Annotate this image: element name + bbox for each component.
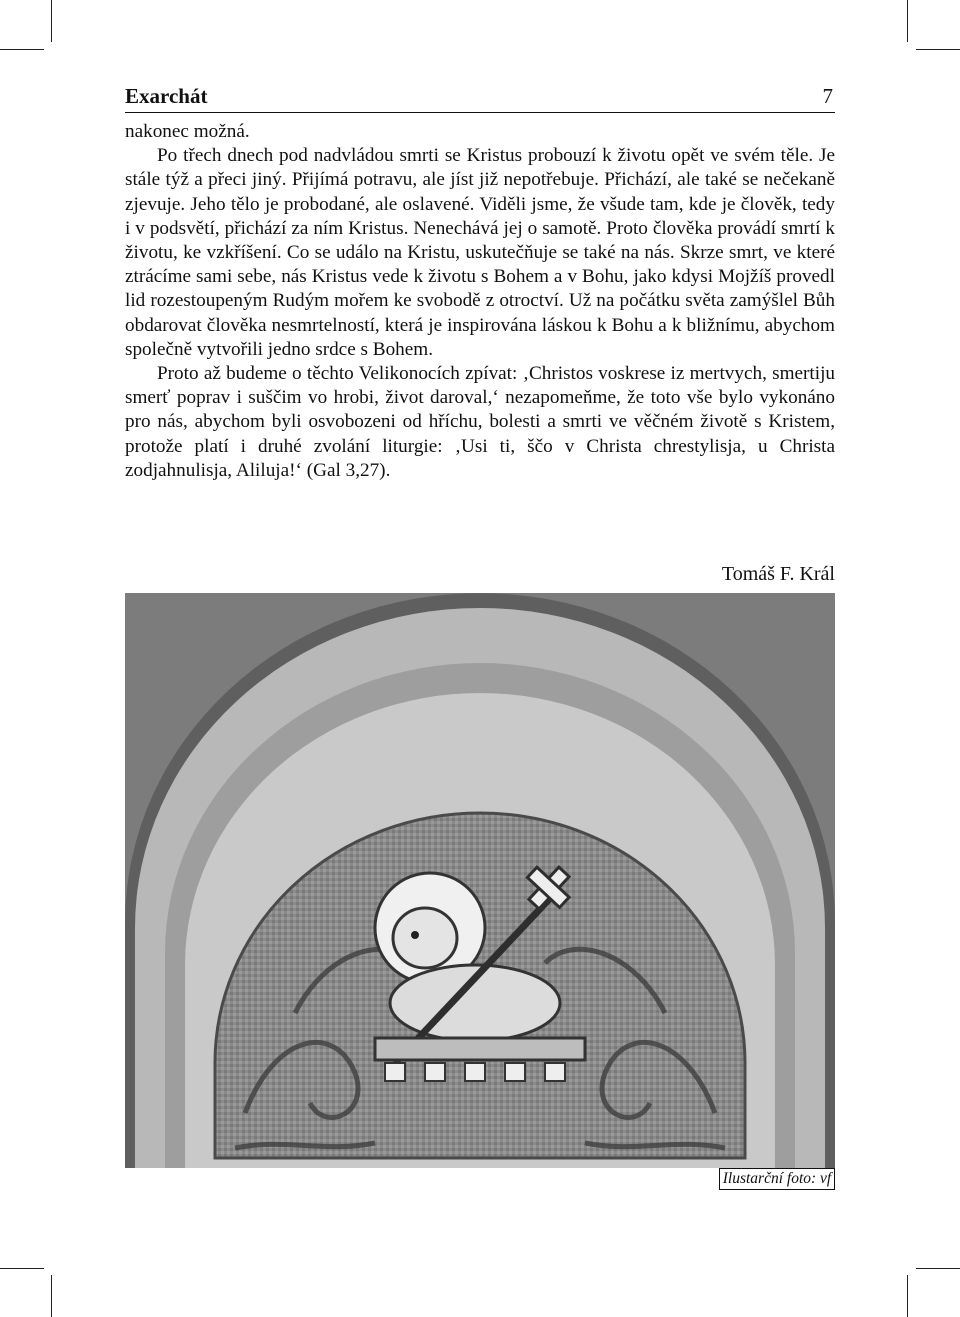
crop-mark: [51, 1275, 52, 1317]
paragraph: Proto až budeme o těchto Velikonocích zpívat: ‚Christos voskrese iz mertvych, smertiju smerť poprav i suščim vo hrobi, život daroval,‘ nezapomeňme, že toto vše bylo vykonáno pro nás, abychom byli osvobozeni od hříchu, bolesti a smrti ve věčném životě s Kristem, protože platí i druhé zvolání liturgie: ‚Usi ti, ščo v Christa chrestylisja, u Christa zodjahnulisja, Aliluja!‘ (Gal 3,27).: [125, 363, 835, 481]
crop-mark: [0, 49, 44, 50]
paragraph: Po třech dnech pod nadvládou smrti se Kristus probouzí k životu opět ve svém těle. Je stále týž a přeci jiný. Přijímá potravu, ale jíst již nepotřebuje. Přichází, ale také se nečekaně zjevuje. Jeho tělo je probodané, ale oslavené. Viděli jsme, že všude tam, kde je člověk, tedy i v podsvětí, přichází za ním Kristus. Nenechává jej o samotě. Proto člověka provádí smrtí k životu, ke vzkříšení. Co se událo na Kristu, uskutečňuje se také na nás. Skrze smrt, ve které ztrácíme sami sebe, nás Kristus vede k životu s Bohem a v Bohu, jako kdysi Mojžíš provedl lid rozestoupeným Rudým mořem ke svobodě z otroctví. Už na počátku světa zamýšlel Bůh obdarovat člověka nesmrtelností, která je inspirována láskou k Bohu a k bližnímu, abychom společně vytvořili jedno srdce s Bohem.: [125, 145, 835, 360]
article-body: [125, 120, 835, 483]
lamb-mosaic-photo: [125, 593, 835, 1168]
author-signature: Tomáš F. Král: [721, 563, 835, 585]
section-title: Exarchát: [125, 84, 208, 108]
crop-mark: [907, 1275, 908, 1317]
paragraph: nakonec možná.: [125, 121, 250, 142]
crop-mark: [907, 0, 908, 42]
photo-caption: Ilustarční foto: vf: [719, 1168, 835, 1190]
lamb-mosaic-illustration: [125, 593, 835, 1168]
crop-mark: [916, 49, 960, 50]
crop-mark: [51, 0, 52, 42]
page-number: 7: [822, 84, 833, 108]
crop-mark: [0, 1268, 44, 1269]
crop-mark: [916, 1268, 960, 1269]
running-header: [125, 84, 835, 113]
